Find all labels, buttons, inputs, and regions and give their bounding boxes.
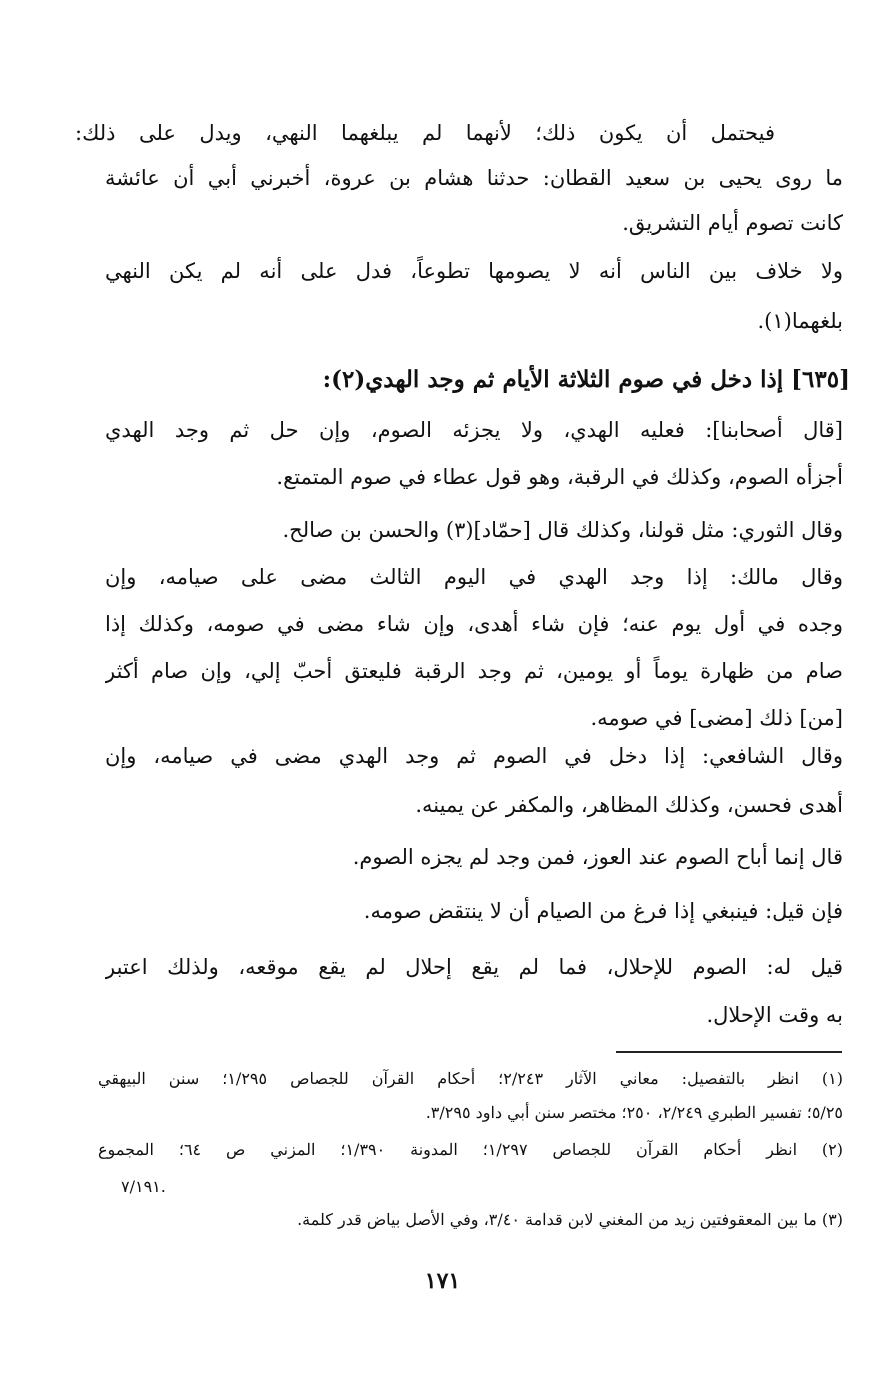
page-number: ١٧١: [424, 1268, 461, 1294]
body-line: وقال الشافعي: إذا دخل في الصوم ثم وجد الهدي مضى في صيامه، وإن: [105, 744, 843, 768]
body-line: فإن قيل: فينبغي إذا فرغ من الصيام أن لا ينتقض صومه.: [363, 899, 843, 923]
body-line: أجزأه الصوم، وكذلك في الرقبة، وهو قول عطاء في صوم المتمتع.: [276, 465, 843, 489]
body-line: وقال مالك: إذا وجد الهدي في اليوم الثالث مضى على صيامه، وإن: [105, 565, 843, 589]
footnote-line: (١) انظر بالتفصيل: معاني الآثار ٢/٢٤٣؛ أحكام القرآن للجصاص ١/٢٩٥؛ سنن البيهقي: [98, 1069, 843, 1088]
body-line: صام من ظهارة يوماً أو يومين، ثم وجد الرقبة فليعتق أحبّ إلي، وإن صام أكثر: [105, 659, 843, 683]
body-line: وجده في أول يوم عنه؛ فإن شاء أهدى، وإن شاء مضى في صومه، وكذلك إذا: [105, 612, 843, 636]
body-line: قال إنما أباح الصوم عند العوز، فمن وجد لم يجزه الصوم.: [352, 845, 843, 869]
section-heading: [٦٣٥] إذا دخل في صوم الثلاثة الأيام ثم وجد الهدي(٢):: [322, 366, 850, 393]
body-line: [من] ذلك [مضى] في صومه.: [590, 706, 843, 730]
body-line: قيل له: الصوم للإحلال، فما لم يقع إحلال لم يقع موقعه، ولذلك اعتبر: [105, 955, 843, 979]
body-line: ما روى يحيى بن سعيد القطان: حدثنا هشام بن عروة، أخبرني أبي أن عائشة: [105, 166, 843, 190]
footnote-line: (٢) انظر أحكام القرآن للجصاص ١/٢٩٧؛ المدونة ١/٣٩٠؛ المزني ص ٦٤؛ المجموع: [98, 1140, 843, 1159]
body-line: وقال الثوري: مثل قولنا، وكذلك قال [حمّاد](٣) والحسن بن صالح.: [282, 518, 843, 542]
body-line: أهدى فحسن، وكذلك المظاهر، والمكفر عن يمينه.: [415, 793, 843, 817]
footnote-line: ٧/١٩١.: [121, 1177, 166, 1196]
footnote-divider: [616, 1051, 842, 1053]
body-line: كانت تصوم أيام التشريق.: [622, 211, 843, 235]
body-line: ولا خلاف بين الناس أنه لا يصومها تطوعاً، فدل على أنه لم يكن النهي: [105, 259, 843, 283]
body-line: [قال أصحابنا]: فعليه الهدي، ولا يجزئه الصوم، وإن حل ثم وجد الهدي: [105, 418, 843, 442]
body-line: بلغهما(١).: [757, 309, 843, 333]
body-line: فيحتمل أن يكون ذلك؛ لأنهما لم يبلغهما النهي، ويدل على ذلك:: [75, 121, 775, 145]
footnote-line: (٣) ما بين المعقوفتين زيد من المغني لابن قدامة ٣/٤٠، وفي الأصل بياض قدر كلمة.: [297, 1210, 843, 1229]
body-line: به وقت الإحلال.: [706, 1003, 843, 1027]
footnote-line: ٥/٢٥؛ تفسير الطبري ٢/٢٤٩، ٢٥٠؛ مختصر سنن أبي داود ٣/٢٩٥.: [425, 1103, 843, 1122]
